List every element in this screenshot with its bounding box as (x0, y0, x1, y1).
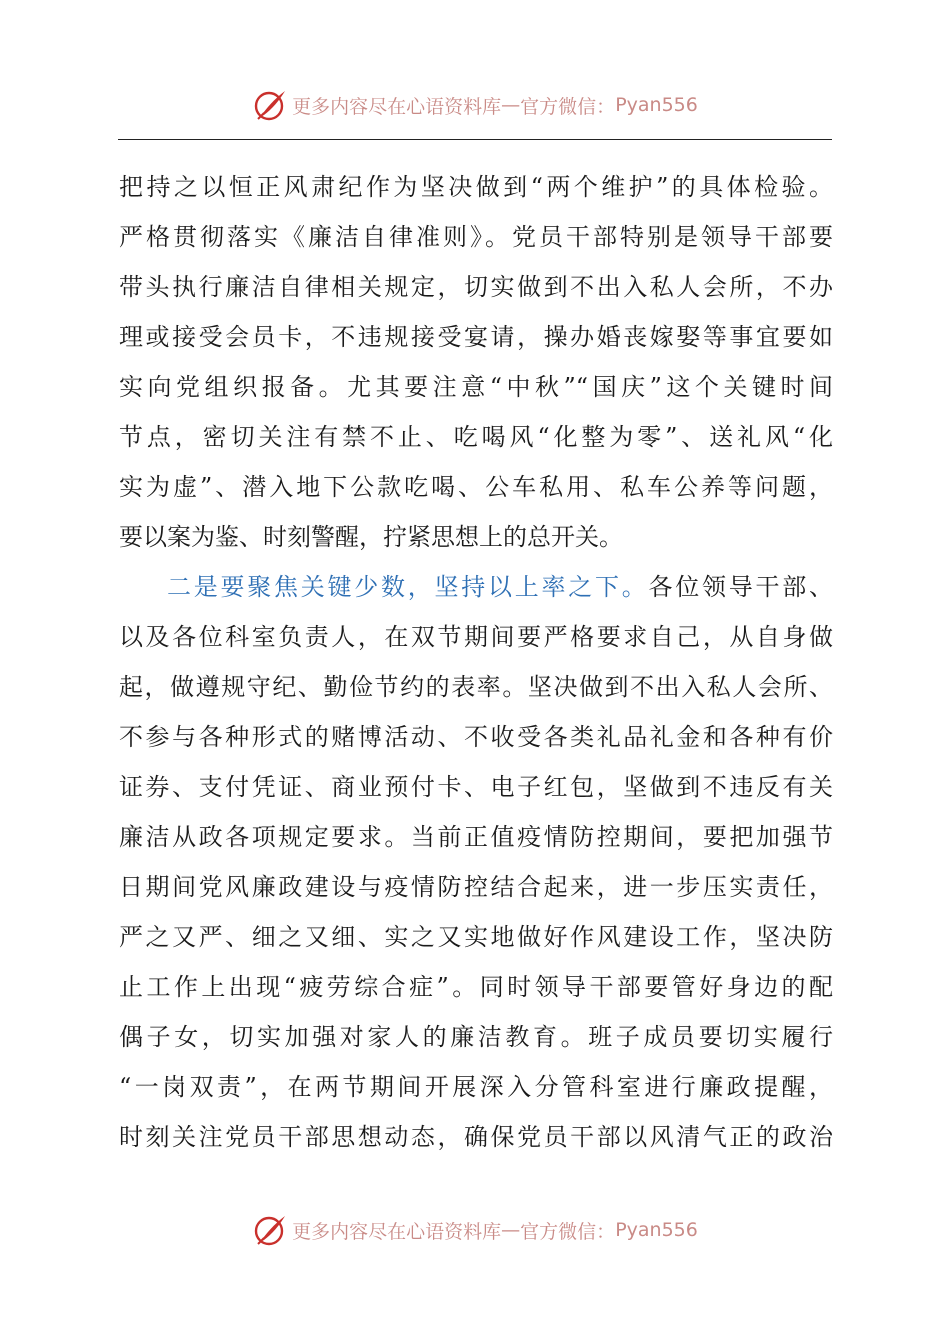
text-line: 带头执行廉洁自律相关规定，切实做到不出入私人会所，不办 (119, 273, 833, 301)
text-line: 实为虚”、潜入地下公款吃喝、公车私用、私车公养等问题， (119, 473, 833, 501)
text-line: “一岗双责”，在两节期间开展深入分管科室进行廉政提醒， (119, 1073, 833, 1101)
text-line: 把持之以恒正风肃纪作为坚决做到“两个维护”的具体检验。 (119, 173, 833, 201)
section-heading: 二是要聚焦关键少数，坚持以上率之下。 (167, 573, 649, 601)
banner-wechat-id: Pyan556 (615, 1219, 698, 1241)
banner-dash: — (501, 94, 521, 116)
banner-dash: — (501, 1219, 521, 1241)
text-line: 理或接受会员卡，不违规接受宴请，操办婚丧嫁娶等事宜要如 (119, 323, 833, 351)
header-banner (0, 85, 950, 125)
banner-brand-text: 更多内容尽在心语资料库 (292, 1220, 502, 1243)
text-line-first (119, 562, 833, 612)
banner-brand-text: 更多内容尽在心语资料库 (292, 95, 502, 118)
text-line: 偶子女，切实加强对家人的廉洁教育。班子成员要切实履行 (119, 1023, 833, 1051)
text-line: 廉洁从政各项规定要求。当前正值疫情防控期间，要把加强节 (119, 823, 833, 851)
paragraph-1 (119, 162, 833, 562)
text-line: 严格贯彻落实《廉洁自律准则》。党员干部特别是领导干部要 (119, 223, 833, 251)
text-line: 不参与各种形式的赌博活动、不收受各类礼品礼金和各种有价 (119, 723, 833, 751)
text-line: 严之又严、细之又细、实之又实地做好作风建设工作，坚决防 (119, 923, 833, 951)
footer-banner (0, 1210, 950, 1250)
quill-logo-icon (252, 1212, 288, 1248)
text-run: 各位领导干部、 (648, 573, 833, 601)
text-line: 时刻关注党员干部思想动态，确保党员干部以风清气正的政治 (119, 1123, 833, 1151)
text-line: 止工作上出现“疲劳综合症”。同时领导干部要管好身边的配 (119, 973, 833, 1001)
header-rule (118, 139, 832, 140)
text-line: 要以案为鉴、时刻警醒，拧紧思想上的总开关。 (119, 523, 623, 551)
banner-wechat-label: 官方微信： (520, 95, 616, 118)
banner-wechat-label: 官方微信： (520, 1220, 616, 1243)
text-line: 节点，密切关注有禁不止、吃喝风“化整为零”、送礼风“化 (119, 423, 833, 451)
text-line: 日期间党风廉政建设与疫情防控结合起来，进一步压实责任， (119, 873, 833, 901)
paragraph-2 (119, 562, 833, 1162)
quill-logo-icon (252, 87, 288, 123)
document-body (119, 162, 833, 1162)
text-line: 以及各位科室负责人，在双节期间要严格要求自己，从自身做 (119, 623, 833, 651)
banner-wechat-id: Pyan556 (615, 94, 698, 116)
text-line: 起，做遵规守纪、勤俭节约的表率。坚决做到不出入私人会所、 (119, 673, 833, 701)
text-line: 实向党组织报备。尤其要注意“中秋”“国庆”这个关键时间 (119, 373, 833, 401)
text-line: 证券、支付凭证、商业预付卡、电子红包，坚做到不违反有关 (119, 773, 833, 801)
